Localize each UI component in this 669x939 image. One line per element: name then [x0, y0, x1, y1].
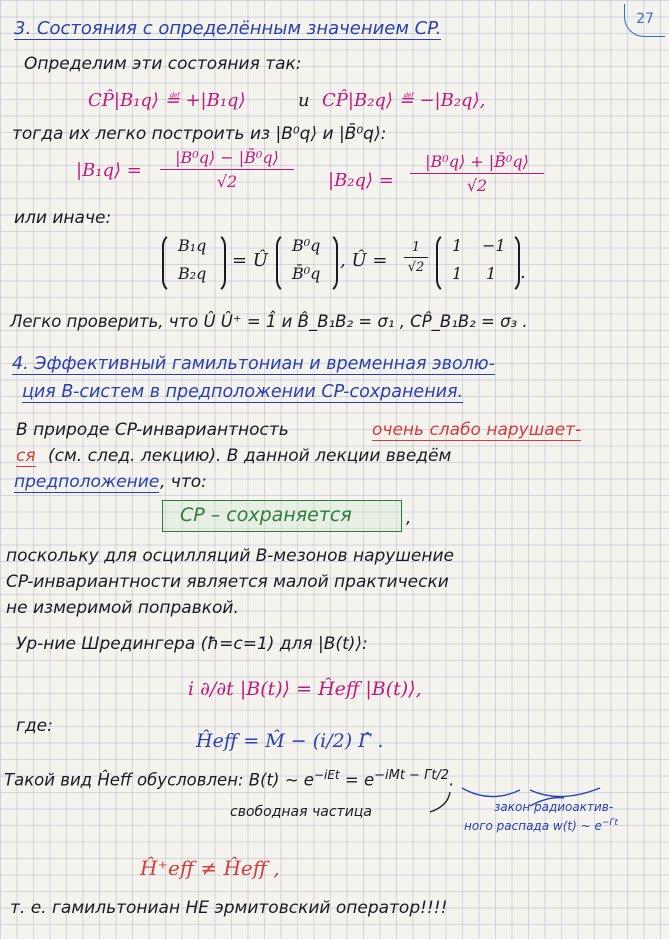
vector-left-top: B₁q — [178, 236, 207, 255]
u-coefficient-den: √2 — [407, 260, 425, 275]
u-matrix-22: 1 — [486, 264, 497, 283]
form-period: . — [449, 770, 455, 790]
cp-definition-2: CP̂|B₂q⟩ ≝ −|B₂q⟩, — [322, 90, 486, 111]
decay-law-text: ного распада w(t) ~ e — [464, 819, 602, 833]
nature-text-2: (см. след. лекцию). В данной лекции введём — [48, 446, 452, 466]
cp-conserved-text: CP – сохраняется — [180, 504, 352, 526]
form-explanation-text: Такой вид Ĥeff обусловлен: B(t) ~ e — [4, 770, 314, 790]
non-hermitian-relation: Ĥ⁺eff ≠ Ĥeff , — [140, 856, 280, 880]
reason-line-3: не измеримой поправкой. — [6, 598, 239, 618]
equals-u: = Û — [232, 250, 268, 271]
u-matrix-12: −1 — [482, 236, 506, 255]
vector-right-bottom: B̄⁰q — [292, 264, 321, 283]
reason-line-1: поскольку для осцилляций B-мезонов нарушение — [6, 546, 454, 566]
u-matrix-period: . — [520, 262, 526, 283]
decay-exponent: −iMt − Γt/2 — [374, 768, 450, 783]
form-equals: = e — [344, 770, 375, 790]
brace-exponent-2 — [530, 788, 600, 797]
u-coefficient-num: 1 — [411, 240, 421, 255]
heff-definition: Ĥeff = M̂ − (i/2) Γ̂ . — [196, 730, 384, 752]
schrodinger-intro: Ур-ние Шредингера (ħ=c=1) для |B(t)⟩: — [16, 634, 368, 654]
b1-lhs: |B₁q⟩ = — [76, 160, 142, 181]
vector-left-bottom: B₂q — [178, 264, 207, 283]
section-4-heading-line-1: 4. Эффективный гамильтониан и временная эволю- — [12, 354, 495, 374]
or-else-label: или иначе: — [14, 208, 112, 228]
b2-numerator: |B⁰q⟩ + |B̄⁰q⟩ — [425, 152, 529, 171]
violation-text-2: ся — [16, 446, 36, 466]
free-particle-arrow — [430, 792, 450, 812]
violation-text-1: очень слабо нарушает- — [372, 420, 582, 440]
cp-definition-and: и — [298, 90, 310, 111]
b1-denominator: √2 — [216, 172, 238, 191]
brace-exponent-1 — [462, 788, 520, 797]
schrodinger-equation: i ∂/∂t |B(t)⟩ = Ĥeff |B(t)⟩, — [188, 678, 422, 700]
assumption-word: предположение — [14, 472, 160, 492]
vector-right-top: B⁰q — [292, 236, 321, 255]
b2-denominator: √2 — [466, 176, 488, 195]
reason-line-2: CP-инвариантности является малой практически — [6, 572, 449, 592]
cp-conserved-comma: , — [406, 508, 412, 528]
unitarity-check: Легко проверить, что Û Û⁺ = 1̂ и B̂_B₁B₂ = σ₁ , CP̂_B₁B₂ = σ₃ . — [10, 312, 528, 331]
page-number: 27 — [624, 4, 665, 37]
free-particle-note: свободная частица — [230, 804, 372, 820]
free-exponent: −iEt — [313, 768, 340, 782]
decay-law-note-2 — [464, 818, 618, 833]
where-label: где: — [16, 716, 53, 736]
nature-text-1: В природе CP-инвариантность — [16, 420, 289, 440]
cp-definition-1: CP̂|B₁q⟩ ≝ +|B₁q⟩ — [88, 90, 246, 111]
decay-law-exponent: −Γt — [601, 818, 618, 828]
b2-lhs: |B₂q⟩ = — [328, 170, 394, 191]
b1-numerator: |B⁰q⟩ − |B̄⁰q⟩ — [175, 148, 279, 167]
u-matrix-21: 1 — [452, 264, 463, 283]
section-3-heading: 3. Состояния с определённым значением CP. — [14, 18, 442, 39]
decay-law-note-1: закон радиоактив- — [494, 800, 614, 814]
conclusion-line: т. е. гамильтониан НЕ эрмитовский оператор!!!! — [10, 898, 448, 918]
nature-text-3: , что: — [160, 472, 207, 492]
u-definition-label: , Û = — [340, 250, 388, 271]
construction-line: тогда их легко построить из |B⁰q⟩ и |B̄⁰q⟩: — [12, 124, 387, 144]
section-4-heading-line-2: ция B-систем в предположении CP-сохранения. — [22, 382, 464, 402]
section-3-intro: Определим эти состояния так: — [24, 54, 302, 74]
u-matrix-11: 1 — [452, 236, 463, 255]
